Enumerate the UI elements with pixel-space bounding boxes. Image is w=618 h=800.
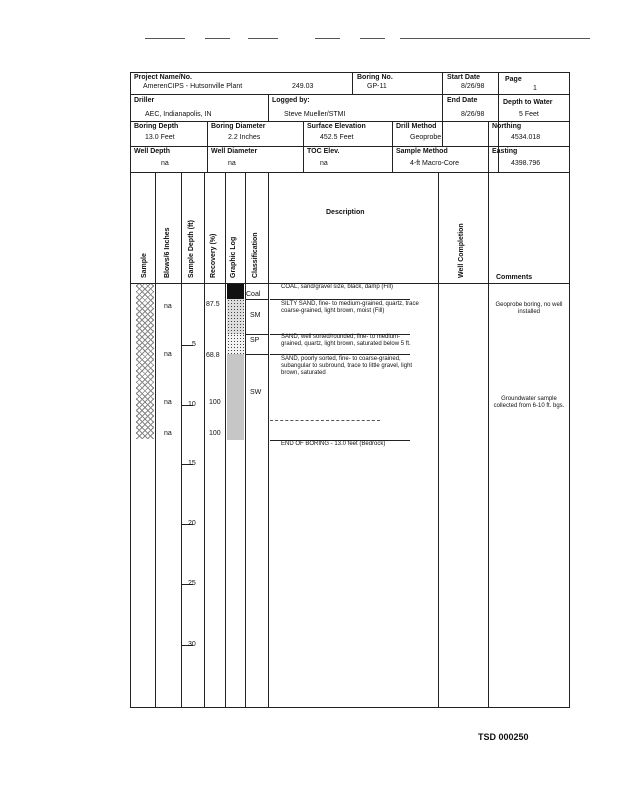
desc-coal: COAL, sand/gravel size, black, damp (Fill): [281, 284, 394, 290]
well-diameter-label: Well Diameter: [211, 148, 258, 155]
scan-artifact-line: [145, 38, 185, 39]
col-graphic-log: Graphic Log: [230, 236, 237, 278]
scan-artifact-line: [248, 38, 278, 39]
depth-to-water-value: 5 Feet: [519, 111, 539, 118]
silty-sand-graphic: [227, 299, 244, 334]
grid-line: [225, 172, 226, 708]
grid-line: [130, 121, 570, 122]
grid-line: [352, 72, 353, 94]
grid-line: [181, 172, 182, 708]
boring-diameter-label: Boring Diameter: [211, 123, 266, 130]
scan-artifact-line: [315, 38, 340, 39]
drill-method-label: Drill Method: [396, 123, 437, 130]
class-sp: SP: [250, 337, 260, 344]
comment-groundwater: Groundwater sample collected from 6-10 ft. bgs.: [493, 396, 565, 409]
depth-label: 25: [188, 580, 196, 587]
sand-sw-graphic: [227, 354, 244, 440]
end-of-boring: END OF BORING - 13.0 feet (Bedrock): [281, 441, 386, 447]
col-well-completion: Well Completion: [458, 223, 465, 278]
project-value: AmerenCIPS - Hutsonville Plant: [143, 83, 243, 90]
recovery-value: 100: [209, 399, 221, 406]
grid-line: [498, 72, 499, 172]
blows-value: na: [164, 430, 172, 437]
end-date-label: End Date: [447, 97, 478, 104]
blows-value: na: [164, 303, 172, 310]
grid-line: [130, 172, 570, 173]
grid-line: [130, 94, 570, 95]
depth-label: 30: [188, 641, 196, 648]
logged-by-label: Logged by:: [272, 97, 310, 104]
boring-log-form: [130, 72, 570, 708]
class-sm: SM: [250, 312, 261, 319]
layer-boundary: [270, 354, 410, 355]
grid-line: [392, 121, 393, 172]
desc-sand-sw: SAND, poorly sorted, fine- to coarse-grained, subangular to subround, trace to little gravel, light brown, saturated: [281, 356, 413, 376]
coal-layer-graphic: [227, 284, 244, 299]
comment-geoprobe: Geoprobe boring, no well installed: [495, 302, 563, 315]
col-description: Description: [326, 209, 365, 216]
easting-value: 4398.796: [511, 160, 541, 167]
layer-boundary: [270, 420, 380, 421]
col-comments: Comments: [496, 274, 533, 281]
toc-elev-label: TOC Elev.: [307, 148, 340, 155]
scan-artifact-line: [205, 38, 230, 39]
boring-diameter-value: 2.2 Inches: [228, 134, 261, 141]
toc-elev-value: na: [320, 160, 328, 167]
desc-sand-sp: SAND, well sorted/rounded, fine- to medium-grained, quartz, light brown, saturated below 5 ft.: [281, 334, 411, 347]
start-date-label: Start Date: [447, 74, 481, 81]
desc-silty-sand: SILTY SAND, fine- to medium-grained, quartz, trace coarse-grained, light brown, moist (Fill): [281, 301, 419, 314]
col-classification: Classification: [252, 232, 259, 278]
grid-line: [245, 299, 268, 300]
recovery-value: 87.5: [206, 301, 220, 308]
col-sample-depth: Sample Depth (ft): [188, 220, 195, 278]
well-depth-label: Well Depth: [134, 148, 171, 155]
blows-value: na: [164, 399, 172, 406]
boring-depth-value: 13.0 Feet: [145, 134, 175, 141]
logged-by-value: Steve Mueller/STMI: [284, 111, 346, 118]
drill-method-value: Geoprobe: [410, 134, 442, 141]
grid-line: [245, 354, 268, 355]
class-coal: Coal: [246, 291, 261, 298]
page-value: 1: [533, 85, 537, 92]
sample-interval-hatch: [136, 284, 154, 439]
page-label: Page: [505, 76, 522, 83]
depth-to-water-label: Depth to Water: [503, 99, 553, 106]
grid-line: [204, 172, 205, 708]
start-date-value: 8/26/98: [461, 83, 485, 90]
project-number: 249.03: [292, 83, 314, 90]
depth-label: 10: [188, 401, 196, 408]
document-id: TSD 000250: [478, 732, 529, 742]
grid-line: [438, 172, 439, 708]
blows-value: na: [164, 351, 172, 358]
grid-line: [245, 334, 268, 335]
northing-label: Northing: [492, 123, 522, 130]
driller-label: Driller: [134, 97, 155, 104]
grid-line: [303, 121, 304, 172]
depth-label: 15: [188, 460, 196, 467]
surface-elevation-value: 452.5 Feet: [320, 134, 354, 141]
grid-line: [207, 121, 208, 172]
col-sample: Sample: [141, 253, 148, 278]
scan-artifact-line: [400, 38, 590, 39]
grid-line: [488, 121, 489, 172]
recovery-value: 100: [209, 430, 221, 437]
grid-line: [268, 172, 269, 708]
boring-depth-label: Boring Depth: [134, 123, 179, 130]
scan-artifact-line: [360, 38, 385, 39]
sand-sp-graphic: [227, 334, 244, 354]
depth-label: 20: [188, 520, 196, 527]
well-depth-value: na: [161, 160, 169, 167]
layer-boundary: [270, 299, 410, 300]
end-date-value: 8/26/98: [461, 111, 485, 118]
depth-label: 5: [192, 341, 196, 348]
boring-no-value: GP-11: [367, 83, 387, 90]
northing-value: 4534.018: [511, 134, 541, 141]
grid-line: [488, 172, 489, 708]
well-diameter-value: na: [228, 160, 236, 167]
project-label: Project Name/No.: [134, 74, 192, 81]
grid-line: [155, 172, 156, 708]
grid-line: [130, 146, 570, 147]
sample-method-value: 4-ft Macro-Core: [410, 160, 460, 167]
col-blows: Blows/6 Inches: [164, 227, 171, 278]
grid-line: [245, 172, 246, 708]
easting-label: Easting: [492, 148, 518, 155]
boring-no-label: Boring No.: [357, 74, 393, 81]
sample-method-label: Sample Method: [396, 148, 448, 155]
col-recovery: Recovery (%): [210, 233, 217, 278]
grid-line: [268, 94, 269, 121]
class-sw: SW: [250, 389, 262, 396]
driller-value: AEC, Indianapolis, IN: [145, 111, 212, 118]
surface-elevation-label: Surface Elevation: [307, 123, 366, 130]
grid-line: [442, 72, 443, 146]
recovery-value: 68.8: [206, 352, 220, 359]
